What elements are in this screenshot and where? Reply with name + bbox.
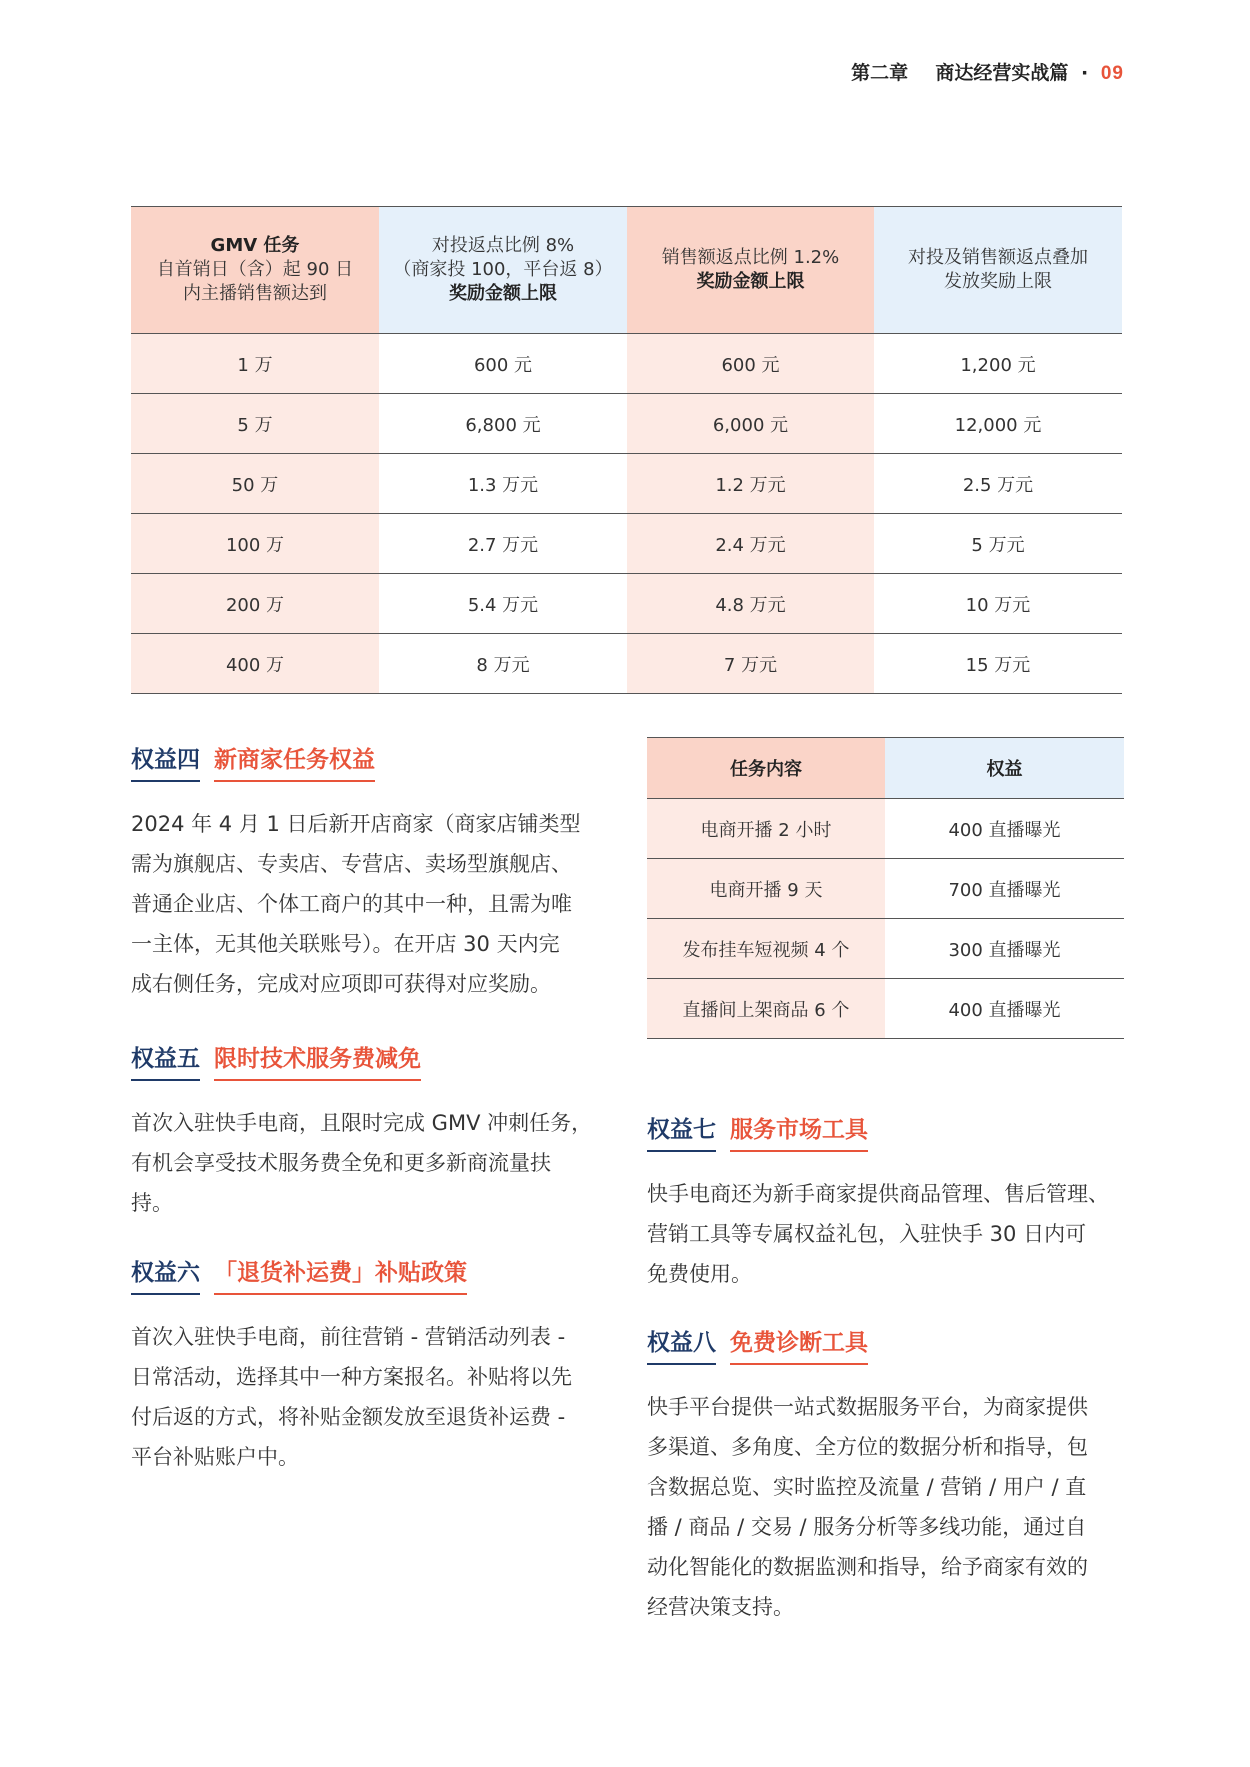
page-header xyxy=(851,58,1124,85)
table-cell: 5 万 xyxy=(131,394,379,454)
paragraph-line: 快手平台提供一站式数据服务平台，为商家提供 xyxy=(647,1395,1088,1419)
header-benefit: 权益 xyxy=(885,738,1124,799)
paragraph-line: 成右侧任务，完成对应项即可获得对应奖励。 xyxy=(131,972,551,996)
header-cell-line: 内主播销售额达到 xyxy=(183,283,327,304)
table-row xyxy=(647,979,1124,1039)
paragraph-line: 播 / 商品 / 交易 / 服务分析等多线功能，通过自 xyxy=(647,1515,1087,1539)
paragraph-line: 持。 xyxy=(131,1191,173,1215)
paragraph-line: 含数据总览、实时监控及流量 / 营销 / 用户 / 直 xyxy=(647,1475,1087,1499)
header-cell-line: 对投及销售额返点叠加 xyxy=(908,247,1088,268)
table-cell: 4.8 万元 xyxy=(627,574,874,634)
table-cell: 电商开播 2 小时 xyxy=(647,799,885,859)
table-cell: 8 万元 xyxy=(379,634,627,694)
section-heading-benefit-6 xyxy=(131,1254,467,1295)
table-row xyxy=(647,919,1124,979)
table-cell: 6,800 元 xyxy=(379,394,627,454)
header-ad-rebate xyxy=(379,207,627,334)
header-cell-line: 销售额返点比例 1.2% xyxy=(661,247,840,268)
table-row xyxy=(131,334,1122,394)
section-heading-benefit-4 xyxy=(131,741,375,782)
table-header-row xyxy=(647,738,1124,799)
section-label: 权益五 xyxy=(131,1040,200,1081)
new-merchant-task-table xyxy=(647,737,1124,1039)
header-task-content: 任务内容 xyxy=(647,738,885,799)
table-row xyxy=(647,799,1124,859)
table-cell: 50 万 xyxy=(131,454,379,514)
header-cell-line: （商家投 100，平台返 8） xyxy=(393,259,613,280)
paragraph-line: 营销工具等专属权益礼包，入驻快手 30 日内可 xyxy=(647,1222,1087,1246)
table-cell: 2.7 万元 xyxy=(379,514,627,574)
section-paragraph-benefit-7 xyxy=(647,1174,1109,1294)
paragraph-line: 多渠道、多角度、全方位的数据分析和指导，包 xyxy=(647,1435,1088,1459)
table-cell: 600 元 xyxy=(379,334,627,394)
header-combined-limit xyxy=(874,207,1122,334)
section-paragraph-benefit-6 xyxy=(131,1317,572,1477)
table-cell: 5 万元 xyxy=(874,514,1122,574)
table-row xyxy=(131,634,1122,694)
paragraph-line: 付后返的方式，将补贴金额发放至退货补运费 - xyxy=(131,1405,566,1429)
header-cell-line: 对投返点比例 8% xyxy=(431,235,575,256)
table-cell: 发布挂车短视频 4 个 xyxy=(647,919,885,979)
section-title: 「退货补运费」补贴政策 xyxy=(214,1254,467,1295)
table-cell: 400 万 xyxy=(131,634,379,694)
section-heading-benefit-7 xyxy=(647,1111,868,1152)
paragraph-line: 普通企业店、个体工商户的其中一种，且需为唯 xyxy=(131,892,572,916)
header-cell-bold: 奖励金额上限 xyxy=(449,283,557,304)
chapter-label: 第二章 xyxy=(851,62,909,84)
table-cell: 400 直播曝光 xyxy=(885,799,1124,859)
header-cell-line: 自首销日（含）起 90 日 xyxy=(156,259,354,280)
header-cell-line: 发放奖励上限 xyxy=(944,271,1052,292)
paragraph-line: 免费使用。 xyxy=(647,1262,752,1286)
table-cell: 10 万元 xyxy=(874,574,1122,634)
header-cell-bold: 奖励金额上限 xyxy=(696,271,805,292)
table-cell: 2.4 万元 xyxy=(627,514,874,574)
paragraph-line: 动化智能化的数据监测和指导，给予商家有效的 xyxy=(647,1555,1088,1579)
table-cell: 2.5 万元 xyxy=(874,454,1122,514)
table-cell: 电商开播 9 天 xyxy=(647,859,885,919)
section-paragraph-benefit-5 xyxy=(131,1103,592,1223)
section-label: 权益四 xyxy=(131,741,200,782)
header-separator: · xyxy=(1081,62,1089,84)
section-heading-benefit-8 xyxy=(647,1324,868,1365)
section-title: 新商家任务权益 xyxy=(214,741,375,782)
paragraph-line: 需为旗舰店、专卖店、专营店、卖场型旗舰店、 xyxy=(131,852,572,876)
table-cell: 400 直播曝光 xyxy=(885,979,1124,1039)
table-cell: 1.3 万元 xyxy=(379,454,627,514)
paragraph-line: 首次入驻快手电商，且限时完成 GMV 冲刺任务， xyxy=(131,1111,593,1135)
table-cell: 1,200 元 xyxy=(874,334,1122,394)
paragraph-line: 2024 年 4 月 1 日后新开店商家（商家店铺类型 xyxy=(131,812,581,836)
table-cell: 5.4 万元 xyxy=(379,574,627,634)
section-label: 商达经营实战篇 xyxy=(935,62,1069,84)
gmv-reward-table xyxy=(131,206,1122,694)
section-heading-benefit-5 xyxy=(131,1040,421,1081)
section-label: 权益六 xyxy=(131,1254,200,1295)
paragraph-line: 首次入驻快手电商，前往营销 - 营销活动列表 - xyxy=(131,1325,566,1349)
paragraph-line: 经营决策支持。 xyxy=(647,1595,794,1619)
section-label: 权益八 xyxy=(647,1324,716,1365)
table-row xyxy=(131,574,1122,634)
table-cell: 12,000 元 xyxy=(874,394,1122,454)
table-cell: 15 万元 xyxy=(874,634,1122,694)
table-cell: 700 直播曝光 xyxy=(885,859,1124,919)
table-row xyxy=(131,454,1122,514)
table-cell: 直播间上架商品 6 个 xyxy=(647,979,885,1039)
paragraph-line: 一主体，无其他关联账号）。在开店 30 天内完 xyxy=(131,932,560,956)
table-cell: 100 万 xyxy=(131,514,379,574)
table-cell: 1.2 万元 xyxy=(627,454,874,514)
paragraph-line: 平台补贴账户中。 xyxy=(131,1445,299,1469)
section-paragraph-benefit-4 xyxy=(131,804,581,1004)
section-title: 免费诊断工具 xyxy=(730,1324,868,1365)
paragraph-line: 日常活动，选择其中一种方案报名。补贴将以先 xyxy=(131,1365,572,1389)
table-cell: 600 元 xyxy=(627,334,874,394)
section-paragraph-benefit-8 xyxy=(647,1387,1088,1627)
paragraph-line: 快手电商还为新手商家提供商品管理、售后管理、 xyxy=(647,1182,1109,1206)
section-title: 服务市场工具 xyxy=(730,1111,868,1152)
table-cell: 1 万 xyxy=(131,334,379,394)
table-cell: 200 万 xyxy=(131,574,379,634)
table-row xyxy=(647,859,1124,919)
paragraph-line: 有机会享受技术服务费全免和更多新商流量扶 xyxy=(131,1151,551,1175)
table-cell: 7 万元 xyxy=(627,634,874,694)
table-cell: 300 直播曝光 xyxy=(885,919,1124,979)
section-label: 权益七 xyxy=(647,1111,716,1152)
table-row xyxy=(131,514,1122,574)
page-number: 09 xyxy=(1100,63,1124,84)
table-cell: 6,000 元 xyxy=(627,394,874,454)
header-gmv-task xyxy=(131,207,379,334)
section-title: 限时技术服务费减免 xyxy=(214,1040,421,1081)
header-cell-bold: GMV 任务 xyxy=(210,235,300,256)
table-row xyxy=(131,394,1122,454)
header-sales-rebate xyxy=(627,207,874,334)
table-header-row xyxy=(131,207,1122,334)
